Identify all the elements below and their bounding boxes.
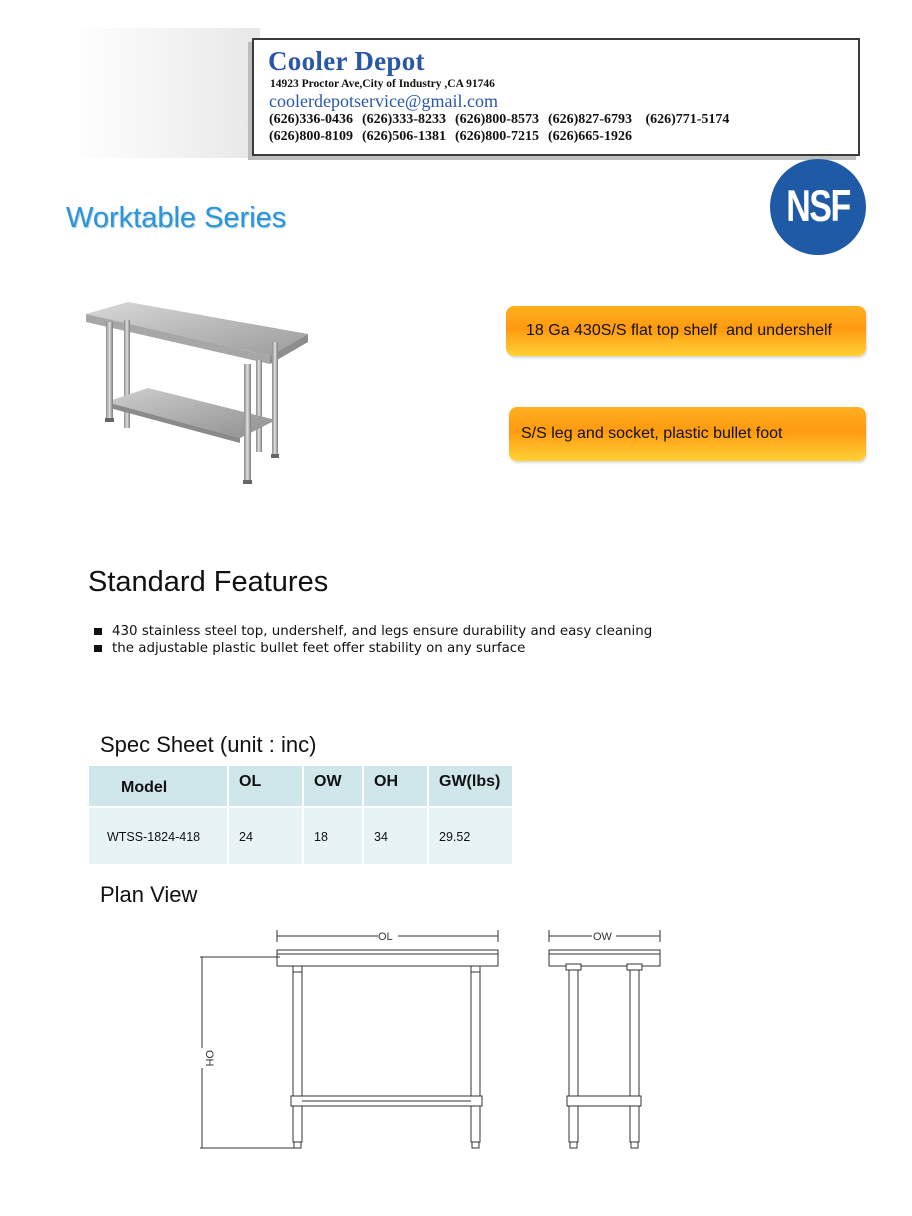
standard-features-title: Standard Features	[88, 566, 329, 598]
dim-label-oh: OH	[203, 1050, 215, 1067]
feature-text: the adjustable plastic bullet feet offer stability on any surface	[112, 641, 526, 656]
table-header-row	[89, 766, 512, 806]
dim-label-ow: OW	[593, 931, 612, 943]
callout-text-2: S/S leg and socket, plastic bullet foot	[521, 425, 783, 442]
cell-gw: 29.52	[429, 806, 512, 864]
header-model: Model	[89, 766, 229, 806]
dim-label-ol: OL	[378, 931, 393, 943]
table-row	[89, 806, 512, 864]
company-name: Cooler Depot	[268, 46, 425, 76]
cell-model: WTSS-1824-418	[89, 806, 229, 864]
plan-view-title: Plan View	[100, 882, 198, 907]
nsf-badge	[770, 159, 868, 257]
square-bullet-icon	[94, 645, 102, 652]
plan-view-drawing	[180, 920, 670, 1165]
callout-text-1: 18 Ga 430S/S flat top shelf and undershelf	[526, 322, 832, 339]
feature-callout-top-shelf	[506, 306, 866, 356]
header-ol: OL	[229, 766, 304, 806]
header-ow: OW	[304, 766, 364, 806]
cell-ow: 18	[304, 806, 364, 864]
square-bullet-icon	[94, 628, 102, 635]
cell-ol: 24	[229, 806, 304, 864]
worktable-product-image	[80, 290, 320, 495]
nsf-logo-icon	[770, 159, 866, 255]
phones-line-1: (626)336-0436 (626)333-8233 (626)800-8573 (626)827-6793 (626)771-5174	[269, 112, 730, 127]
spec-sheet-title: Spec Sheet (unit : inc)	[100, 732, 317, 757]
header-oh: OH	[364, 766, 429, 806]
list-item	[94, 623, 652, 640]
feature-callout-legs	[509, 407, 866, 461]
nsf-badge-text: NSF	[786, 181, 850, 232]
standard-features-list	[94, 623, 652, 657]
company-email[interactable]: coolerdepotservice@gmail.com	[269, 91, 498, 111]
company-address: 14923 Proctor Ave,City of Industry ,CA 91746	[270, 78, 495, 90]
phones-line-2: (626)800-8109 (626)506-1381 (626)800-7215 (626)665-1926	[269, 129, 632, 144]
header-fade	[70, 28, 260, 158]
list-item	[94, 640, 652, 657]
cell-oh: 34	[364, 806, 429, 864]
feature-text: 430 stainless steel top, undershelf, and legs ensure durability and easy cleaning	[112, 624, 653, 639]
spec-table	[89, 766, 512, 864]
header-gw: GW(lbs)	[429, 766, 512, 806]
series-title: Worktable Series	[66, 202, 287, 234]
company-phones	[269, 111, 729, 145]
